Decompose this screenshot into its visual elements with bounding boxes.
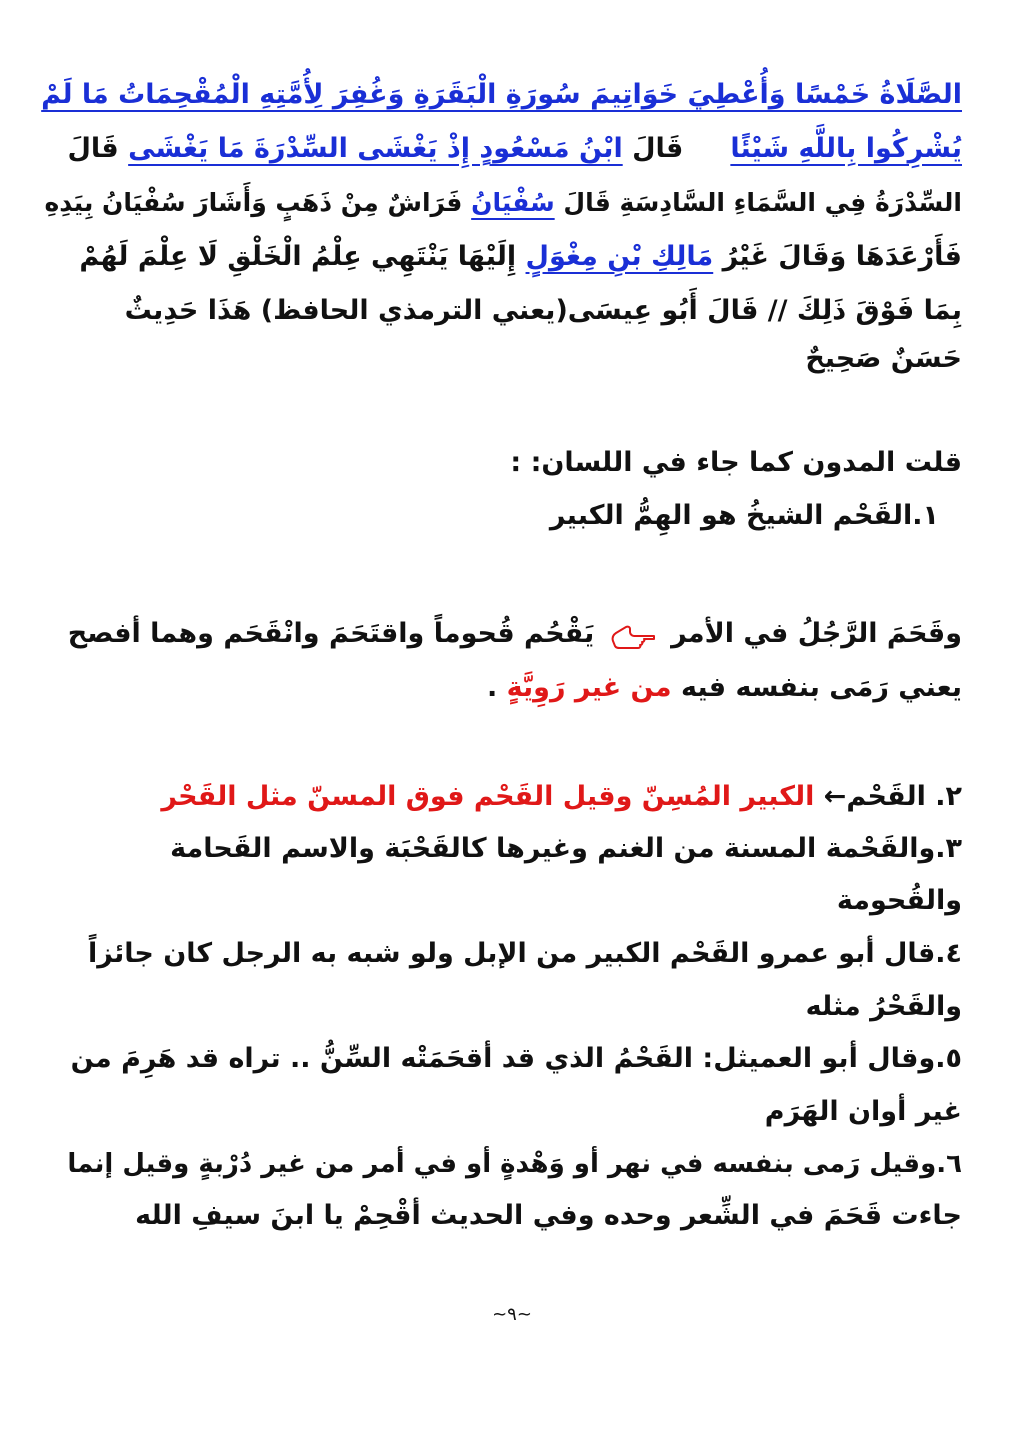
said-word-2: قَالَ (67, 133, 119, 164)
highlight-phrase: من غير رَوِيَّةٍ (506, 672, 672, 703)
lexicon-item-6-line-1: ٦.وقيل رَمى بنفسه في نهر أو وَهْدةٍ أو في أمر من غير دُرْبةٍ وقيل إنما (67, 1149, 962, 1179)
hadith-text: فَأَرْعَدَهَا وَقَالَ غَيْرُ (722, 241, 962, 272)
lexicon-item-4-line-2: والقَحْرُ مثله (805, 991, 962, 1022)
paragraph-text: وقَحَمَ الرَّجُلُ في الأمر (671, 618, 962, 649)
hadith-text: السِّدْرَةُ فِي السَّمَاءِ السَّادِسَةِ قَالَ (563, 188, 962, 217)
narrator-name-malik: مَالِكِ بْنِ مِغْوَلٍ (525, 241, 714, 272)
lexicon-item-3-line-2: والقُحومة (836, 885, 962, 916)
hadith-line-5: بِمَا فَوْقَ ذَلِكَ // قَالَ أَبُو عِيسَى(يعني الترمذي الحافظ) هَذَا حَدِيثٌ (124, 295, 962, 326)
lexicon-paragraph-line-2 (487, 666, 962, 710)
lexicon-item-4-line-1: ٤.قال أبو عمرو القَحْم الكبير من الإبل ولو شبه به الرجل كان جائزاً (88, 938, 962, 969)
item-2-definition: الكبير المُسِنّ وقيل القَحْم فوق المسنّ مثل القَحْر (161, 781, 815, 812)
lexicon-item-5-line-2: غير أوان الهَرَم (764, 1096, 962, 1127)
lexicon-item-6-line-2: جاءت قَحَمَ في الشِّعر وحده وفي الحديث أقْحِمْ يا ابنَ سيفِ الله (135, 1200, 962, 1231)
lexicon-item-1: ١.القَحْم الشيخُ هو الهِمُّ الكبير (549, 500, 939, 531)
paragraph-text: يعني رَمَى بنفسه فيه (680, 672, 962, 703)
lexicon-item-5-line-1: ٥.وقال أبو العميثل: القَحْمُ الذي قد أقحَمَتْه السِّنُّ .. تراه قد هَرِمَ من (70, 1043, 962, 1074)
hadith-line-1: الصَّلَاةُ خَمْسًا وَأُعْطِيَ خَوَاتِيمَ سُورَةِ الْبَقَرَةِ وَغُفِرَ لِأُمَّتِهِ الْمُقْحِمَاتُ مَا لَمْ (41, 79, 962, 110)
paragraph-text-2: يَقْحُم قُحوماً واقتَحَمَ وانْقَحَم وهما أفصح (67, 618, 595, 649)
item-label: ٢. القَحْم← (823, 781, 962, 812)
period: . (486, 672, 498, 703)
hadith-quote: يُشْرِكُوا بِاللَّهِ شَيْئًا (730, 133, 962, 164)
page-number: ~٩~ (492, 1304, 532, 1325)
hadith-line-2 (67, 127, 962, 171)
lexicon-paragraph-line-1 (68, 612, 962, 656)
lexicon-item-3-line-1: ٣.والقَحْمة المسنة من الغنم وغيرها كالقَحْبَة والاسم القَحامة (170, 833, 962, 864)
hadith-text-2: إِلَيْهَا يَنْتَهِي عِلْمُ الْخَلْقِ لَا عِلْمَ لَهُمْ (79, 241, 517, 272)
hadith-line-3 (45, 181, 962, 225)
narrator-quote: ابْنُ مَسْعُودٍ إِذْ يَغْشَى السِّدْرَةَ مَا يَغْشَى (128, 133, 623, 164)
hadith-line-4 (79, 235, 962, 279)
narrator-name-sufyan: سُفْيَانُ (471, 188, 555, 217)
pointing-hand-icon (610, 621, 656, 649)
hadith-text-2: فَرَاشٌ مِنْ ذَهَبٍ وَأَشَارَ سُفْيَانُ بِيَدِهِ (44, 188, 463, 217)
lexicon-item-2 (161, 775, 962, 819)
hadith-line-6: حَسَنٌ صَحِيحٌ (805, 343, 962, 374)
said-word: قَالَ (632, 133, 684, 164)
lexicon-intro: قلت المدون كما جاء في اللسان: : (510, 447, 962, 478)
